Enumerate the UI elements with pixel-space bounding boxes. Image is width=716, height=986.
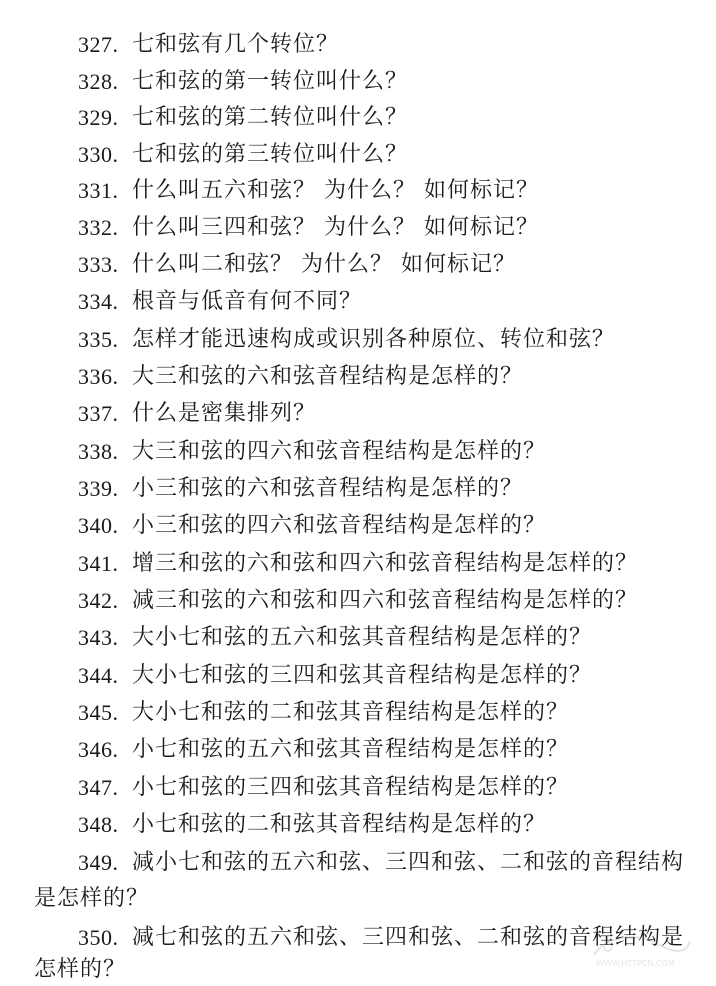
- question-number: 336.: [78, 364, 119, 389]
- question-number: 341.: [78, 551, 119, 576]
- question-item: [0, 66, 716, 98]
- question-text: 小七和弦的五六和弦其音程结构是怎样的？: [132, 737, 570, 762]
- question-number: 337.: [78, 401, 119, 426]
- question-number: 347.: [78, 775, 119, 800]
- watermark-logo-icon: [586, 929, 694, 969]
- question-item: [0, 622, 716, 654]
- question-item: [0, 734, 716, 766]
- question-text: 大小七和弦的二和弦其音程结构是怎样的？: [132, 700, 570, 725]
- question-number: 344.: [78, 663, 119, 688]
- question-number: 330.: [78, 142, 119, 167]
- question-number: 334.: [78, 289, 119, 314]
- question-item: [0, 212, 716, 244]
- question-item: [0, 473, 716, 505]
- question-continuation: [0, 883, 716, 915]
- question-text: 七和弦的第一转位叫什么？: [132, 69, 409, 94]
- question-text: 减小七和弦的五六和弦、三四和弦、二和弦的音程结构: [132, 850, 685, 875]
- question-text: 七和弦有几个转位？: [132, 32, 340, 57]
- question-item: [0, 510, 716, 542]
- question-number: 348.: [78, 812, 119, 837]
- question-text: 什么叫三四和弦？ 为什么？ 如何标记？: [132, 215, 539, 240]
- question-item: [0, 249, 716, 281]
- question-number: 327.: [78, 32, 119, 57]
- question-text: 大小七和弦的五六和弦其音程结构是怎样的？: [132, 625, 593, 650]
- question-item: [0, 809, 716, 841]
- question-number: 343.: [78, 625, 119, 650]
- question-number: 342.: [78, 588, 119, 613]
- question-item: [0, 847, 716, 879]
- question-continuation-text: 怎样的？: [34, 957, 127, 982]
- question-number: 339.: [78, 476, 119, 501]
- question-number: 328.: [78, 69, 119, 94]
- question-item: [0, 436, 716, 468]
- question-text: 七和弦的第三转位叫什么？: [132, 142, 409, 167]
- question-text: 增三和弦的六和弦和四六和弦音程结构是怎样的？: [132, 551, 639, 576]
- question-item: [0, 139, 716, 171]
- question-text: 减三和弦的六和弦和四六和弦音程结构是怎样的？: [132, 588, 639, 613]
- question-item: [0, 175, 716, 207]
- question-number: 338.: [78, 439, 119, 464]
- question-number: 340.: [78, 513, 119, 538]
- question-text: 减七和弦的五六和弦、三四和弦、二和弦的音程结构是: [132, 925, 685, 950]
- question-number: 345.: [78, 700, 119, 725]
- question-number: 349.: [78, 850, 119, 875]
- question-text: 大三和弦的六和弦音程结构是怎样的？: [132, 364, 524, 389]
- site-watermark: [586, 929, 694, 969]
- question-text: 小七和弦的二和弦其音程结构是怎样的？: [132, 812, 547, 837]
- question-number: 329.: [78, 105, 119, 130]
- question-item: [0, 102, 716, 134]
- question-text: 小三和弦的四六和弦音程结构是怎样的？: [132, 513, 547, 538]
- question-continuation-text: 是怎样的？: [34, 886, 150, 911]
- question-item: [0, 585, 716, 617]
- question-number: 335.: [78, 327, 119, 352]
- question-item: [0, 324, 716, 356]
- question-number: 331.: [78, 178, 119, 203]
- question-number: 333.: [78, 252, 119, 277]
- question-text: 根音与低音有何不同？: [132, 289, 363, 314]
- question-item: [0, 286, 716, 318]
- question-text: 什么是密集排列？: [132, 401, 317, 426]
- question-number: 350.: [78, 925, 119, 950]
- question-item: [0, 361, 716, 393]
- question-item: [0, 660, 716, 692]
- question-text: 七和弦的第二转位叫什么？: [132, 105, 409, 130]
- question-text: 大小七和弦的三四和弦其音程结构是怎样的？: [132, 663, 593, 688]
- question-item: [0, 29, 716, 61]
- question-item: [0, 772, 716, 804]
- question-text: 什么叫二和弦？ 为什么？ 如何标记？: [132, 252, 516, 277]
- question-text: 什么叫五六和弦？ 为什么？ 如何标记？: [132, 178, 539, 203]
- question-number: 346.: [78, 737, 119, 762]
- question-number: 332.: [78, 215, 119, 240]
- question-text: 怎样才能迅速构成或识别各种原位、转位和弦？: [132, 327, 616, 352]
- question-item: [0, 697, 716, 729]
- question-text: 小七和弦的三四和弦其音程结构是怎样的？: [132, 775, 570, 800]
- question-text: 大三和弦的四六和弦音程结构是怎样的？: [132, 439, 547, 464]
- watermark-text: WWW.HTTPCN.COM: [596, 959, 675, 968]
- question-text: 小三和弦的六和弦音程结构是怎样的？: [132, 476, 524, 501]
- question-item: [0, 398, 716, 430]
- question-item: [0, 548, 716, 580]
